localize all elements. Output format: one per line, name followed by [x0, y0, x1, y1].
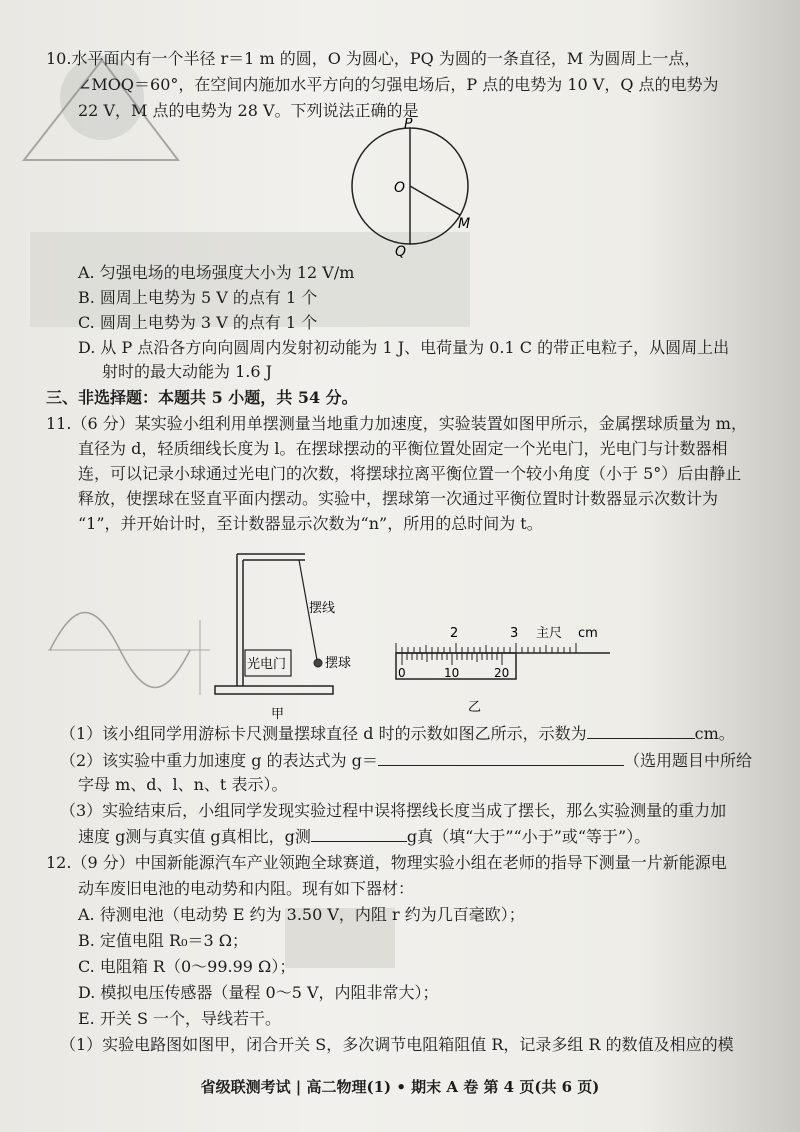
q11-sub2-text: （2）该实验中重力加速度 g 的表达式为 g＝ [60, 751, 378, 770]
q10-option-b: B. 圆周上电势为 5 V 的点有 1 个 [78, 288, 318, 307]
vtick-0: 0 [398, 666, 406, 680]
q11-line5: “1”，并开始计时，至计数器显示次数为“n”，所用的总时间为 t。 [78, 514, 543, 533]
q11-sub3: （3）实验结束后，小组同学发现实验过程中误将摆线长度当成了摆长，那么实验测量的重力加 [60, 801, 727, 820]
radius-om [410, 186, 460, 215]
label-q: Q [395, 244, 407, 258]
q11-sub1-unit: cm。 [694, 724, 735, 743]
q11-sub3-hint: g真（填“大于”“小于”或“等于”）。 [406, 827, 651, 846]
q10-option-c: C. 圆周上电势为 3 V 的点有 1 个 [78, 313, 318, 332]
answer-blank-3[interactable] [311, 825, 407, 842]
q11-sub2 [60, 749, 752, 772]
q10-option-d: D. 从 P 点沿各方向向圆周内发射初动能为 1 J、电荷量为 0.1 C 的带正电粒子，从圆周上出 [78, 338, 730, 357]
page-footer: 省级联测考试 | 高二物理(1) • 期末 A 卷 第 4 页(共 6 页) [200, 1078, 600, 1096]
label-line: 摆线 [309, 601, 336, 616]
label-main-scale: 主尺 [536, 626, 563, 641]
tick-2: 2 [450, 626, 459, 641]
q11-sub1 [60, 722, 735, 745]
vtick-10: 10 [444, 666, 460, 680]
q11-sub2-cont: 字母 m、d、l、n、t 表示）。 [78, 775, 288, 794]
q12-item-d: D. 模拟电压传感器（量程 0～5 V，内阻非常大）； [78, 983, 439, 1002]
q12-line1: 12.（9 分）中国新能源汽车产业领跑全球赛道，物理实验小组在老师的指导下测量一片新能源电 [46, 853, 727, 872]
q10-line3: 22 V，M 点的电势为 28 V。下列说法正确的是 [78, 101, 419, 120]
caption-jia: 甲 [271, 707, 285, 720]
q11-sub1-text: （1）该小组同学用游标卡尺测量摆球直径 d 时的示数如图乙所示，示数为 [60, 724, 587, 743]
bleed-through-wave [40, 600, 220, 700]
answer-blank-2[interactable] [378, 749, 624, 766]
answer-blank-1[interactable] [587, 722, 695, 739]
q11-line3: 连，可以记录小球通过光电门的次数，将摆球拉离平衡位置一个较小角度（小于 5°）后由静止 [78, 464, 742, 483]
q11-line4: 释放，使摆球在竖直平面内摆动。实验中，摆球第一次通过平衡位置时计数器显示次数计为 [78, 489, 719, 508]
label-m: M [458, 216, 471, 232]
q12-item-c: C. 电阻箱 R（0～99.99 Ω）； [78, 957, 296, 976]
q11-line1: 11.（6 分）某实验小组利用单摆测量当地重力加速度，实验装置如图甲所示，金属摆球质量为 m， [46, 414, 747, 433]
base [215, 686, 333, 694]
caption-yi: 乙 [468, 700, 482, 715]
label-ball: 摆球 [325, 656, 352, 671]
q12-item-e: E. 开关 S 一个，导线若干。 [78, 1009, 281, 1028]
q11-line2: 直径为 d，轻质细线长度为 l。在摆球摆动的平衡位置处固定一个光电门，光电门与计数器相 [78, 439, 728, 458]
q10-line1: 10.水平面内有一个半径 r＝1 m 的圆，O 为圆心，PQ 为圆的一条直径，M 为圆周上一点， [46, 49, 701, 68]
q10-option-d-cont: 射时的最大动能为 1.6 J [102, 362, 273, 381]
q12-item-a: A. 待测电池（电动势 E 约为 3.50 V，内阻 r 约为几百毫欧）； [78, 905, 525, 924]
q12-item-b: B. 定值电阻 R₀＝3 Ω； [78, 931, 249, 950]
main-scale-ticks [396, 643, 576, 653]
q10-option-a: A. 匀强电场的电场强度大小为 12 V/m [78, 263, 355, 282]
label-o: O [394, 180, 406, 196]
q12-line2: 动车废旧电池的电动势和内阻。现有如下器材： [78, 879, 415, 898]
q11-sub3-text: 速度 g测与真实值 g真相比，g测 [78, 827, 311, 846]
pendulum-ball [314, 659, 322, 667]
vernier-figure [390, 615, 620, 715]
q12-sub1: （1）实验电路图如图甲，闭合开关 S，多次调节电阻箱阻值 R，记录多组 R 的数值及相应的模 [60, 1035, 734, 1054]
label-p: P [404, 118, 413, 132]
q10-circle-figure [340, 118, 490, 258]
pendulum-figure [205, 540, 355, 720]
section-title: 三、非选择题：本题共 5 小题，共 54 分。 [46, 388, 358, 407]
tick-3: 3 [510, 626, 519, 641]
label-gate: 光电门 [247, 657, 287, 672]
q10-line2: ∠MOQ＝60°，在空间内施加水平方向的匀强电场后，P 点的电势为 10 V，Q 点的电势为 [78, 75, 719, 94]
q11-sub3-cont [78, 825, 650, 848]
label-unit: cm [578, 626, 598, 641]
q11-sub2-hint: （选用题目中所给 [623, 751, 752, 770]
vernier-ticks [402, 653, 502, 665]
vtick-20: 20 [494, 666, 510, 680]
